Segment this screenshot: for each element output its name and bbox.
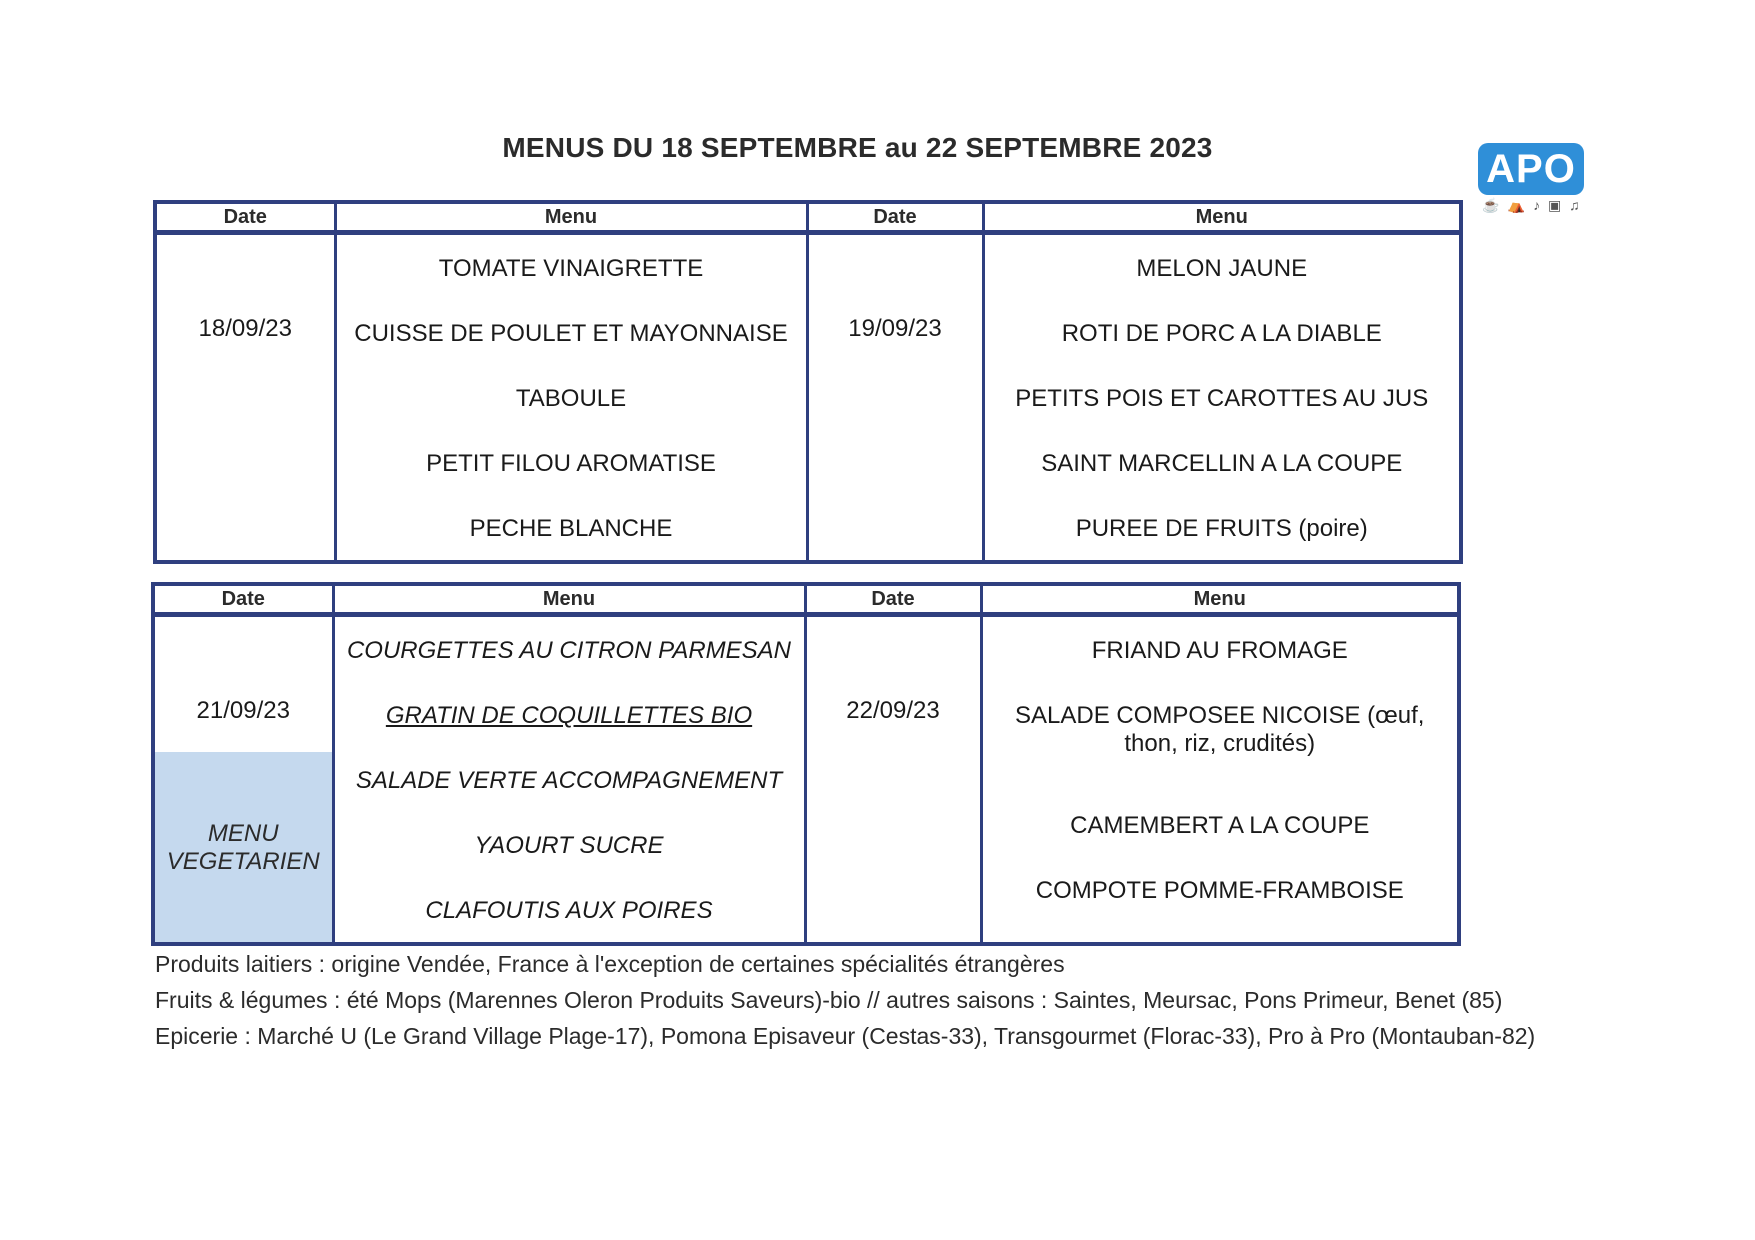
menu-cell (333, 615, 805, 945)
dish-item: SALADE VERTE ACCOMPAGNEMENT (355, 767, 783, 794)
table-header-row (153, 584, 1459, 615)
dish-item: TABOULE (515, 385, 627, 412)
menu-date: 18/09/23 (198, 315, 292, 342)
note-dairy: Produits laitiers : origine Vendée, France à l'exception de certaines spécialités étrangères (155, 951, 1065, 977)
badge-line: MENU (207, 820, 279, 847)
dish-item: ROTI DE PORC A LA DIABLE (1061, 320, 1382, 347)
menu-date: 22/09/23 (846, 697, 940, 724)
header-menu: Menu (981, 584, 1459, 615)
dish-item: TOMATE VINAIGRETTE (438, 255, 704, 282)
menu-cell (983, 233, 1461, 563)
vegetarian-badge (155, 752, 332, 942)
table-header-row (155, 202, 1461, 233)
header-date: Date (807, 202, 983, 233)
dish-list (335, 617, 804, 942)
dish-item: CAMEMBERT A LA COUPE (1070, 812, 1370, 839)
date-cell (155, 233, 335, 563)
logo-text: APO (1478, 143, 1584, 195)
menu-table-week-1 (153, 200, 1463, 564)
dish-item: SALADE COMPOSEE NICOISE (œuf, thon, riz, crudités) (1015, 702, 1425, 757)
menu-table-week-2 (151, 582, 1461, 946)
footnotes (155, 950, 1615, 1058)
apo-logo-icon (1478, 143, 1586, 221)
date-cell (805, 615, 981, 945)
menu-date: 19/09/23 (848, 315, 942, 342)
dish-list (337, 235, 806, 560)
table-row (153, 615, 1459, 945)
header-menu: Menu (983, 202, 1461, 233)
dish-item: YAOURT SUCRE (474, 832, 664, 859)
dish-list (985, 235, 1460, 560)
dish-item: PETIT FILOU AROMATISE (426, 450, 716, 477)
header-date: Date (153, 584, 333, 615)
dish-item: CLAFOUTIS AUX POIRES (425, 897, 713, 924)
menu-cell (981, 615, 1459, 945)
dish-item: PUREE DE FRUITS (poire) (1075, 515, 1368, 542)
note-produce: Fruits & légumes : été Mops (Marennes Oleron Produits Saveurs)-bio // autres saisons : Saintes, Meursac, Pons Primeur, Benet (85) (155, 987, 1503, 1013)
date-cell (807, 233, 983, 563)
dish-item: SAINT MARCELLIN A LA COUPE (1041, 450, 1403, 477)
table-row (155, 233, 1461, 563)
dish-item: GRATIN DE COQUILLETTES BIO (385, 702, 753, 729)
dish-item: PECHE BLANCHE (469, 515, 673, 542)
header-date: Date (805, 584, 981, 615)
date-cell (153, 615, 333, 945)
dish-item: CUISSE DE POULET ET MAYONNAISE (354, 320, 788, 347)
header-date: Date (155, 202, 335, 233)
dish-item: COMPOTE POMME-FRAMBOISE (1035, 877, 1404, 904)
dish-item: PETITS POIS ET CAROTTES AU JUS (1015, 385, 1429, 412)
dish-item: COURGETTES AU CITRON PARMESAN (346, 637, 792, 664)
logo-pictograms-icon: ☕ ⛺ ♪ ▣ ♫ (1482, 197, 1582, 213)
header-menu: Menu (335, 202, 807, 233)
badge-line: VEGETARIEN (166, 848, 320, 875)
dish-item: MELON JAUNE (1136, 255, 1308, 282)
dish-list (983, 617, 1458, 922)
header-menu: Menu (333, 584, 805, 615)
page-title: MENUS DU 18 SEPTEMBRE au 22 SEPTEMBRE 2023 (502, 132, 1213, 163)
dish-item: FRIAND AU FROMAGE (1091, 637, 1348, 664)
menu-date: 21/09/23 (196, 697, 290, 724)
note-grocery: Epicerie : Marché U (Le Grand Village Plage-17), Pomona Episaveur (Cestas-33), Transgourmet (Florac-33), Pro à Pro (Montauban-82) (155, 1023, 1536, 1049)
menu-cell (335, 233, 807, 563)
